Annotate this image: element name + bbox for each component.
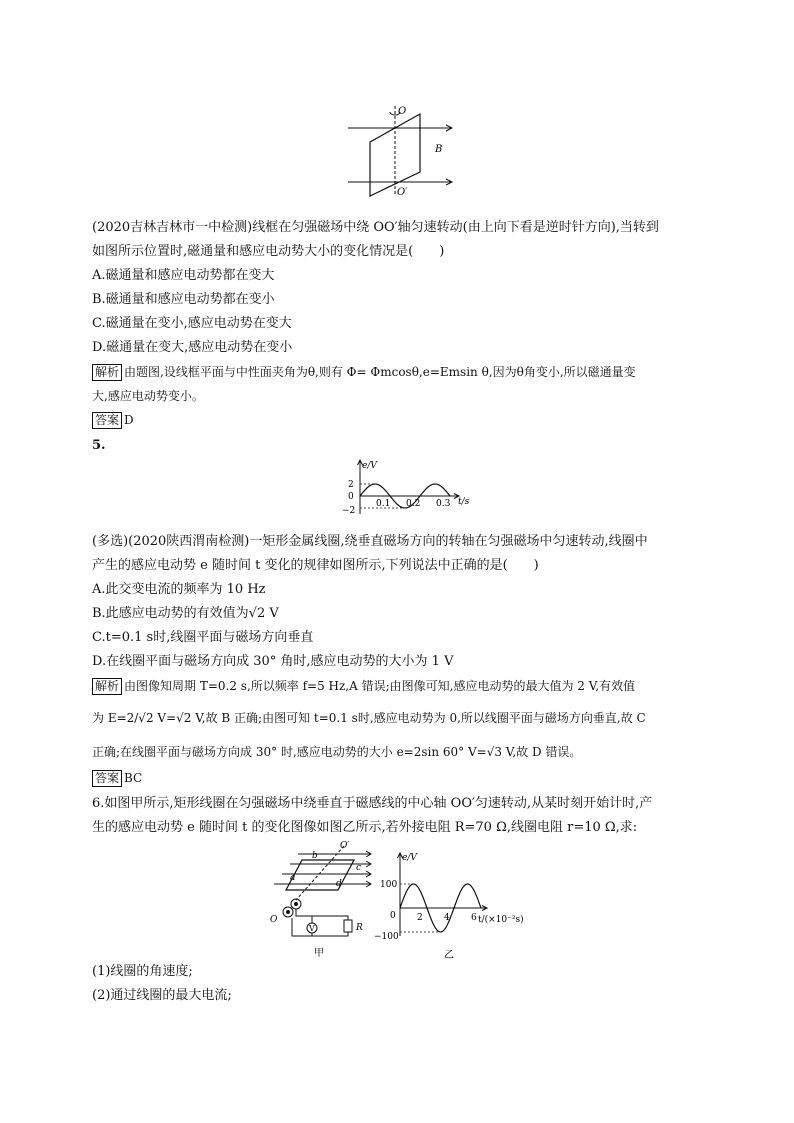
q4-option-a: A.磁通量和感应电动势都在变大 — [92, 268, 275, 283]
x-tick-1: 0.1 — [376, 499, 391, 509]
q4-analysis-line1: 解析 由题图,设线框平面与中性面夹角为θ,则有 Φ= Φmcosθ,e=Emsin θ,因为θ角变小,所以磁通量变 — [92, 362, 636, 382]
label-o-prime: O′ — [340, 841, 350, 851]
x-tick-3: 0.3 — [436, 499, 451, 509]
q4-analysis-line2: 大,感应电动势变小。 — [92, 389, 204, 403]
q5-stem-line1: (多选)(2020陕西渭南检测)一矩形金属线圈,绕垂直磁场方向的转轴在匀强磁场中匀速转动,线圈中 — [92, 534, 648, 549]
x-tick-2: 4 — [444, 913, 450, 923]
brush-2 — [286, 910, 290, 914]
y-axis-label: e/V — [402, 853, 417, 863]
q5-option-d: D.在线圈平面与磁场方向成 30° 角时,感应电动势的大小为 1 V — [92, 654, 454, 669]
axis-label-o-prime: O′ — [397, 187, 408, 198]
y-tick-zero: 0 — [348, 492, 354, 502]
x-tick-2: 0.2 — [406, 499, 421, 509]
label-r: R — [356, 923, 363, 933]
answer-tag: 答案 — [92, 770, 122, 787]
caption-yi: 乙 — [444, 950, 454, 961]
x-axis-label: t/s — [458, 497, 470, 507]
y-tick-max: 100 — [380, 880, 398, 890]
q6-sub1: (1)线圈的角速度; — [92, 964, 193, 979]
label-c: c — [356, 863, 362, 873]
q4-stem-line1: (2020吉林吉林市一中检测)线框在匀强磁场中绕 OO′轴匀速转动(由上向下看是逆时针方向),当转到 — [92, 220, 659, 235]
axis-label-o: O — [398, 106, 407, 117]
q5-analysis-line1: 解析 由图像知周期 T=0.2 s,所以频率 f=5 Hz,A 错误;由图像可知,感应电动势的最大值为 2 V,有效值 — [92, 676, 635, 696]
y-tick-min: −2 — [342, 506, 356, 516]
q5-analysis-line3: 正确;在线圈平面与磁场方向成 30° 时,感应电动势的大小 e=2sin 60° V=√3 V,故 D 错误。 — [92, 745, 582, 759]
analysis-tag: 解析 — [92, 364, 122, 381]
q5-number: 5. — [92, 438, 106, 453]
y-tick-min: −100 — [374, 932, 399, 942]
q5-option-c: C.t=0.1 s时,线圈平面与磁场方向垂直 — [92, 630, 314, 645]
x-axis-label: t/(×10⁻²s) — [478, 915, 524, 925]
y-tick-zero: 0 — [390, 911, 396, 921]
x-tick-3: 6 — [471, 913, 477, 923]
q6-sub2: (2)通过线圈的最大电流; — [92, 988, 232, 1003]
brush-1 — [294, 902, 298, 906]
q5-option-a: A.此交变电流的频率为 10 Hz — [92, 582, 266, 597]
answer-tag: 答案 — [92, 412, 122, 429]
label-o: O — [270, 915, 278, 925]
analysis-tag: 解析 — [92, 678, 122, 695]
y-tick-max: 2 — [348, 480, 354, 490]
label-a: a — [290, 873, 296, 883]
q5-stem-line2: 产生的感应电动势 e 随时间 t 变化的规律如图所示,下列说法中正确的是( ) — [92, 558, 539, 573]
label-v: V — [309, 924, 315, 933]
q5-analysis-line2: 为 E=2/√2 V=√2 V,故 B 正确;由图可知 t=0.1 s时,感应电动势为 0,所以线圈平面与磁场方向垂直,故 C — [92, 711, 646, 725]
x-tick-1: 2 — [417, 913, 423, 923]
q4-stem-line2: 如图所示位置时,磁通量和感应电动势大小的变化情况是( ) — [92, 244, 445, 259]
field-label-b: B — [435, 144, 443, 155]
q6-stem-line1: 6.如图甲所示,矩形线圈在匀强磁场中绕垂直于磁感线的中心轴 OO′匀速转动,从某时刻开始计时,产 — [92, 796, 653, 811]
q4-option-d: D.磁通量在变大,感应电动势在变小 — [92, 340, 293, 355]
q4-option-b: B.磁通量和感应电动势都在变小 — [92, 292, 275, 307]
label-b: b — [312, 851, 318, 861]
emf-graph-q6 — [374, 846, 526, 964]
frame-rotation-figure — [340, 100, 460, 200]
q4-option-c: C.磁通量在变小,感应电动势在变大 — [92, 316, 292, 331]
q5-option-b: B.此感应电动势的有效值为√2 V — [92, 606, 279, 621]
caption-jia: 甲 — [314, 948, 324, 959]
circuit-wire — [292, 909, 348, 936]
label-d: d — [336, 879, 342, 889]
generator-circuit-figure — [262, 840, 374, 962]
q6-stem-line2: 生的感应电动势 e 随时间 t 的变化图像如图乙所示,若外接电阻 R=70 Ω,线圈电阻 r=10 Ω,求: — [92, 820, 638, 835]
emf-graph-q5 — [338, 456, 478, 518]
q5-answer: 答案 BC — [92, 768, 142, 788]
y-axis-label: e/V — [362, 461, 377, 471]
resistor-icon — [344, 920, 352, 932]
q4-answer: 答案 D — [92, 410, 134, 430]
